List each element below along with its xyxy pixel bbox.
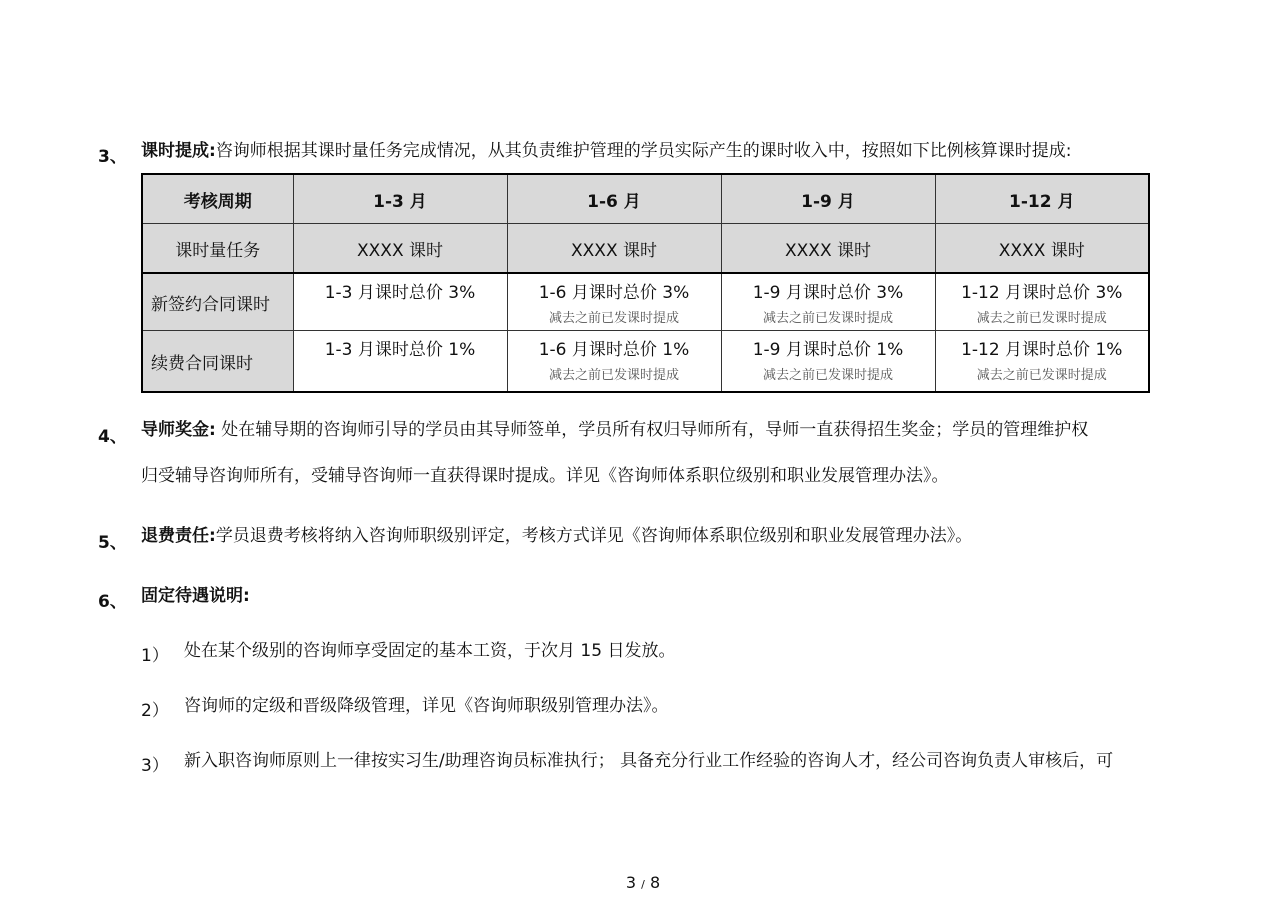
item-4-title: 导师奖金: bbox=[141, 420, 216, 440]
header-cell: 1-12 月 bbox=[935, 174, 1149, 224]
commission-table bbox=[141, 173, 1150, 393]
item-3-line bbox=[141, 139, 1072, 163]
new-contract-label: 新签约合同课时 bbox=[142, 273, 293, 331]
header-cell: 1-9 月 bbox=[721, 174, 935, 224]
table-cell bbox=[293, 331, 507, 393]
task-cell: XXXX 课时 bbox=[507, 224, 721, 274]
cell-note: 减去之前已发课时提成 bbox=[976, 311, 1107, 326]
task-cell: XXXX 课时 bbox=[721, 224, 935, 274]
sub-item-1-text: 处在某个级别的咨询师享受固定的基本工资，于次月 15 日发放。 bbox=[184, 641, 676, 661]
page-separator: / bbox=[641, 878, 645, 891]
item-3-number: 3、 bbox=[98, 147, 127, 167]
item-5-number: 5、 bbox=[98, 533, 127, 553]
page-total: 8 bbox=[649, 873, 661, 892]
sub-item-3-text: 新入职咨询师原则上一律按实习生/助理咨询员标准执行； 具备充分行业工作经验的咨询人才，经公司咨询负责人审核后，可 bbox=[184, 751, 1114, 771]
renewal-contract-label: 续费合同课时 bbox=[142, 331, 293, 393]
header-cell: 1-6 月 bbox=[507, 174, 721, 224]
cell-note: 减去之前已发课时提成 bbox=[976, 368, 1107, 383]
item-5-line bbox=[141, 524, 972, 548]
item-4-line-1 bbox=[141, 418, 1088, 442]
cell-main: 1-9 月课时总价 3% bbox=[752, 283, 904, 303]
item-5-title: 退费责任: bbox=[141, 526, 216, 546]
item-4-line-2: 归受辅导咨询师所有，受辅导咨询师一直获得课时提成。详见《咨询师体系职位级别和职业发展管理办法》。 bbox=[141, 466, 949, 486]
task-label: 课时量任务 bbox=[142, 224, 293, 274]
page-current: 3 bbox=[625, 873, 637, 892]
table-header-row bbox=[142, 174, 1149, 224]
table-cell bbox=[721, 331, 935, 393]
cell-note: 减去之前已发课时提成 bbox=[548, 311, 679, 326]
sub-item-3-number: 3） bbox=[141, 756, 169, 776]
header-cell: 1-3 月 bbox=[293, 174, 507, 224]
cell-main: 1-3 月课时总价 3% bbox=[324, 283, 476, 303]
item-6-title: 固定待遇说明: bbox=[141, 586, 250, 606]
table-cell bbox=[935, 273, 1149, 331]
cell-note: 减去之前已发课时提成 bbox=[762, 311, 893, 326]
item-4-number: 4、 bbox=[98, 427, 127, 447]
task-row bbox=[142, 224, 1149, 274]
cell-main: 1-6 月课时总价 3% bbox=[538, 283, 690, 303]
cell-main: 1-12 月课时总价 1% bbox=[961, 340, 1123, 360]
table-cell bbox=[293, 273, 507, 331]
cell-main: 1-9 月课时总价 1% bbox=[752, 340, 904, 360]
cell-main: 1-3 月课时总价 1% bbox=[324, 340, 476, 360]
table-cell bbox=[935, 331, 1149, 393]
renewal-contract-row bbox=[142, 331, 1149, 393]
new-contract-row bbox=[142, 273, 1149, 331]
item-3-text: 咨询师根据其课时量任务完成情况，从其负责维护管理的学员实际产生的课时收入中，按照如下比例核算课时提成: bbox=[215, 141, 1072, 161]
item-6-number: 6、 bbox=[98, 592, 127, 612]
table-cell bbox=[721, 273, 935, 331]
item-3-title: 课时提成: bbox=[141, 141, 216, 161]
header-cell: 考核周期 bbox=[142, 174, 293, 224]
item-4-text-1: 处在辅导期的咨询师引导的学员由其导师签单，学员所有权归导师所有，导师一直获得招生奖金；学员的管理维护权 bbox=[215, 420, 1089, 440]
task-cell: XXXX 课时 bbox=[935, 224, 1149, 274]
table-cell bbox=[507, 331, 721, 393]
item-5-text: 学员退费考核将纳入咨询师职级别评定，考核方式详见《咨询师体系职位级别和职业发展管理办法》。 bbox=[215, 526, 973, 546]
sub-item-2-text: 咨询师的定级和晋级降级管理，详见《咨询师职级别管理办法》。 bbox=[184, 696, 669, 716]
task-cell: XXXX 课时 bbox=[293, 224, 507, 274]
page-number bbox=[0, 873, 1286, 892]
table-cell bbox=[507, 273, 721, 331]
cell-note: 减去之前已发课时提成 bbox=[762, 368, 893, 383]
sub-item-1-number: 1） bbox=[141, 646, 169, 666]
cell-main: 1-12 月课时总价 3% bbox=[961, 283, 1123, 303]
cell-main: 1-6 月课时总价 1% bbox=[538, 340, 690, 360]
sub-item-2-number: 2） bbox=[141, 701, 169, 721]
cell-note: 减去之前已发课时提成 bbox=[548, 368, 679, 383]
